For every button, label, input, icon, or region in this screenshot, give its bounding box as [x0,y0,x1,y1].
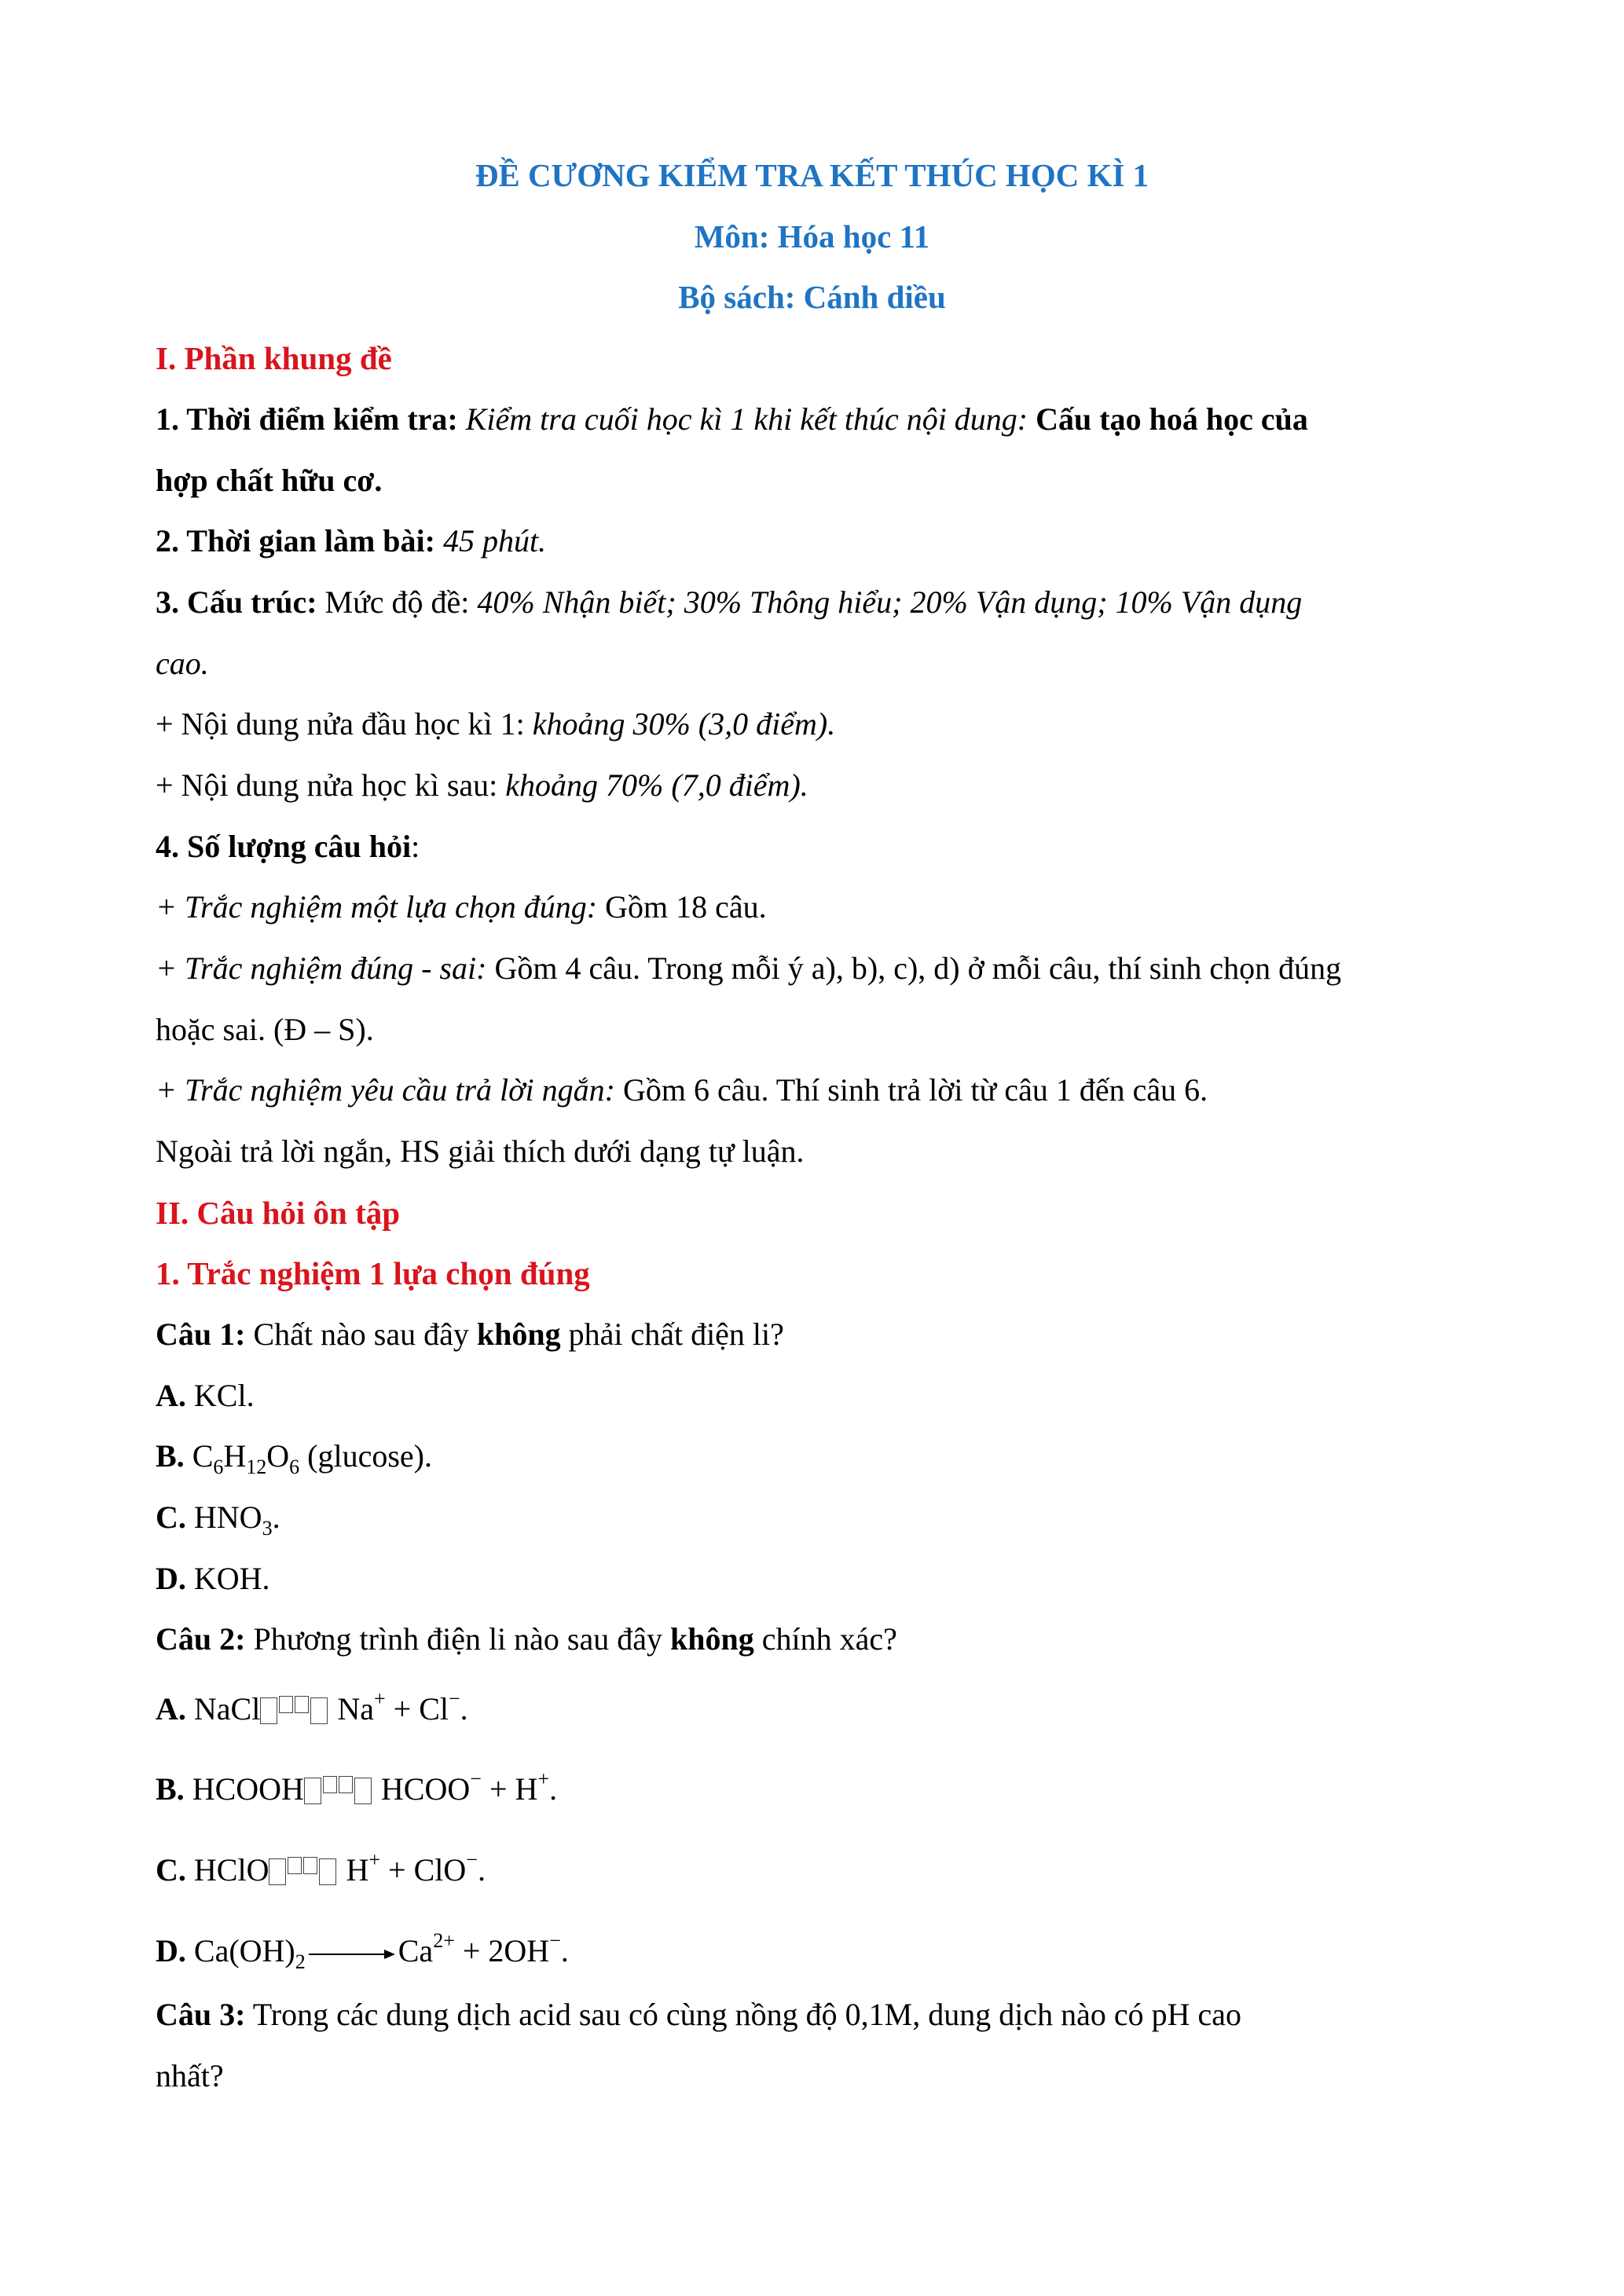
exam-time-line-cont [156,465,382,496]
subsection-heading-mcq: 1. Trắc nghiệm 1 lựa chọn đúng [156,1255,590,1291]
question-type2-label: + Trắc nghiệm đúng - sai: [156,950,487,986]
question-type3-line [156,1072,1208,1108]
missing-glyph-box [260,1697,277,1724]
question-2-label: Câu 2: [156,1621,246,1657]
question-2-option-d [156,1931,569,1972]
content-second-half-value: khoảng 70% (7,0 điểm). [505,767,808,803]
missing-glyph-box [269,1858,286,1885]
option-text: KOH. [185,1561,270,1596]
equation-product: HCOO [380,1771,471,1807]
question-1-option-b [156,1438,432,1478]
ion-charge: − [549,1929,561,1952]
question-2-option-a [156,1689,468,1725]
question-type1-line [156,889,767,925]
equation-product: + H [481,1771,538,1807]
option-text: KCl. [185,1378,255,1413]
equation-product: + 2OH [454,1933,550,1968]
exam-time-desc: Kiểm tra cuối học kì 1 khi kết thúc nội dung: [457,401,1036,437]
ion-charge: + [368,1848,381,1871]
content-first-half-value: khoảng 30% (3,0 điểm). [532,706,836,742]
option-label: A. [156,1691,186,1727]
structure-text: Mức độ đề: [317,584,478,620]
section-heading-part2: II. Câu hỏi ôn tập [156,1195,401,1231]
ion-charge: − [470,1767,482,1790]
question-2-text-end: chính xác? [753,1621,897,1657]
formula-part: C [184,1438,214,1474]
question-type3-line-cont: Ngoài trả lời ngắn, HS giải thích dưới dạng tự luận. [156,1133,805,1169]
question-type3-label: + Trắc nghiệm yêu cầu trả lời ngắn: [156,1072,615,1108]
structure-levels-cont: cao. [156,646,209,681]
equation-reactant: HCOOH [192,1771,304,1807]
option-label: B. [156,1771,185,1807]
equation-end: . [460,1691,468,1727]
question-1-option-a [156,1380,255,1412]
structure-label: 3. Cấu trúc: [156,584,317,620]
question-2-option-b [156,1769,557,1805]
question-1-label: Câu 1: [156,1316,246,1352]
question-count-line [156,831,420,862]
equation-reactant: Ca(OH) [193,1933,295,1968]
option-text: HNO [185,1500,262,1535]
equation-end: . [549,1771,558,1807]
ion-charge: + [537,1767,550,1790]
exam-time-topic-cont: hợp chất hữu cơ. [156,463,383,498]
document-title: ĐỀ CƯƠNG KIỂM TRA KẾT THÚC HỌC KÌ 1 [475,157,1149,193]
option-label: D. [156,1561,186,1596]
question-2-text: Phương trình điện li nào sau đây [245,1621,670,1657]
missing-glyph-box [339,1776,353,1793]
equation-product: Ca [398,1933,434,1968]
option-label: A. [156,1378,186,1413]
question-type2-line-cont: hoặc sai. (Đ – S). [156,1012,374,1047]
book-line: Bộ sách: Cánh diều [678,279,946,315]
formula-part: O [266,1438,290,1474]
equation-end: . [477,1852,486,1888]
question-count-colon: : [411,829,420,864]
question-1-emphasis: không [476,1316,561,1352]
duration-line [156,525,546,557]
reaction-arrow-icon [309,1949,395,1960]
question-type2-text: Gồm 4 câu. Trong mỗi ý a), b), c), d) ở mỗi câu, thí sinh chọn đúng [486,950,1342,986]
ion-charge: 2+ [433,1929,455,1952]
section-heading-part1: I. Phần khung đề [156,340,392,376]
missing-glyph-box [323,1776,337,1793]
question-2-emphasis: không [670,1621,754,1657]
content-first-half-line [156,706,836,742]
ion-charge: − [466,1848,478,1871]
duration-label: 2. Thời gian làm bài: [156,523,435,558]
question-2 [156,1621,897,1657]
question-type2-line [156,950,1342,986]
exam-time-topic: Cấu tạo hoá học của [1036,401,1308,437]
content-second-half-text: + Nội dung nửa học kì sau: [156,767,506,803]
missing-glyph-box [304,1778,321,1804]
missing-glyph-box [310,1697,328,1724]
equation-reactant: HClO [193,1852,269,1888]
equation-reactant: NaCl [193,1691,261,1727]
question-1-text: Chất nào sau đây [245,1316,477,1352]
structure-levels: 40% Nhận biết; 30% Thông hiểu; 20% Vận dụng; 10% Vận dụng [477,584,1303,620]
question-1-option-d [156,1563,270,1595]
question-1-option-c [156,1502,280,1539]
question-type3-text: Gồm 6 câu. Thí sinh trả lời từ câu 1 đến câu 6. [614,1072,1208,1108]
formula-subscript: 2 [295,1950,306,1973]
missing-glyph-box [288,1857,302,1874]
missing-glyph-box [319,1858,336,1885]
formula-subscript: 12 [246,1456,267,1478]
formula-subscript: 3 [262,1517,273,1540]
question-3-cont: nhất? [156,2058,224,2093]
missing-glyph-box [279,1696,293,1713]
equation-product: + ClO [380,1852,467,1888]
content-second-half-line [156,767,808,803]
question-2-option-c [156,1850,486,1886]
ion-charge: + [373,1687,386,1710]
equation-product: + Cl [385,1691,449,1727]
equation-product: Na [337,1691,374,1727]
question-1-text-end: phải chất điện li? [560,1316,784,1352]
missing-glyph-box [303,1857,317,1874]
formula-subscript: 6 [289,1456,300,1478]
question-1 [156,1316,784,1352]
exam-time-line [156,401,1308,437]
ion-charge: − [449,1687,460,1710]
subject-line: Môn: Hóa học 11 [694,218,930,255]
exam-time-label: 1. Thời điểm kiểm tra: [156,401,458,437]
formula-part: H [223,1438,247,1474]
option-text: (glucose). [299,1438,432,1474]
option-label: C. [156,1852,186,1888]
structure-line-cont [156,648,209,679]
question-3-label: Câu 3: [156,1997,246,2032]
missing-glyph-box [295,1696,309,1713]
option-label: D. [156,1933,186,1968]
question-3-text: Trong các dung dịch acid sau có cùng nồng độ 0,1M, dung dịch nào có pH cao [245,1997,1241,2032]
question-type1-label: + Trắc nghiệm một lựa chọn đúng: [156,889,598,925]
question-count-label: 4. Số lượng câu hỏi [156,829,412,864]
content-first-half-text: + Nội dung nửa đầu học kì 1: [156,706,533,742]
question-type1-text: Gồm 18 câu. [597,889,767,925]
equation-end: . [560,1933,569,1968]
option-label: C. [156,1500,186,1535]
duration-value: 45 phút. [434,523,547,558]
option-text-end: . [272,1500,280,1535]
equation-product: H [346,1852,369,1888]
formula-subscript: 6 [213,1456,224,1478]
question-3 [156,1999,1241,2031]
structure-line [156,584,1303,620]
option-label: B. [156,1438,185,1474]
missing-glyph-box [354,1778,372,1804]
